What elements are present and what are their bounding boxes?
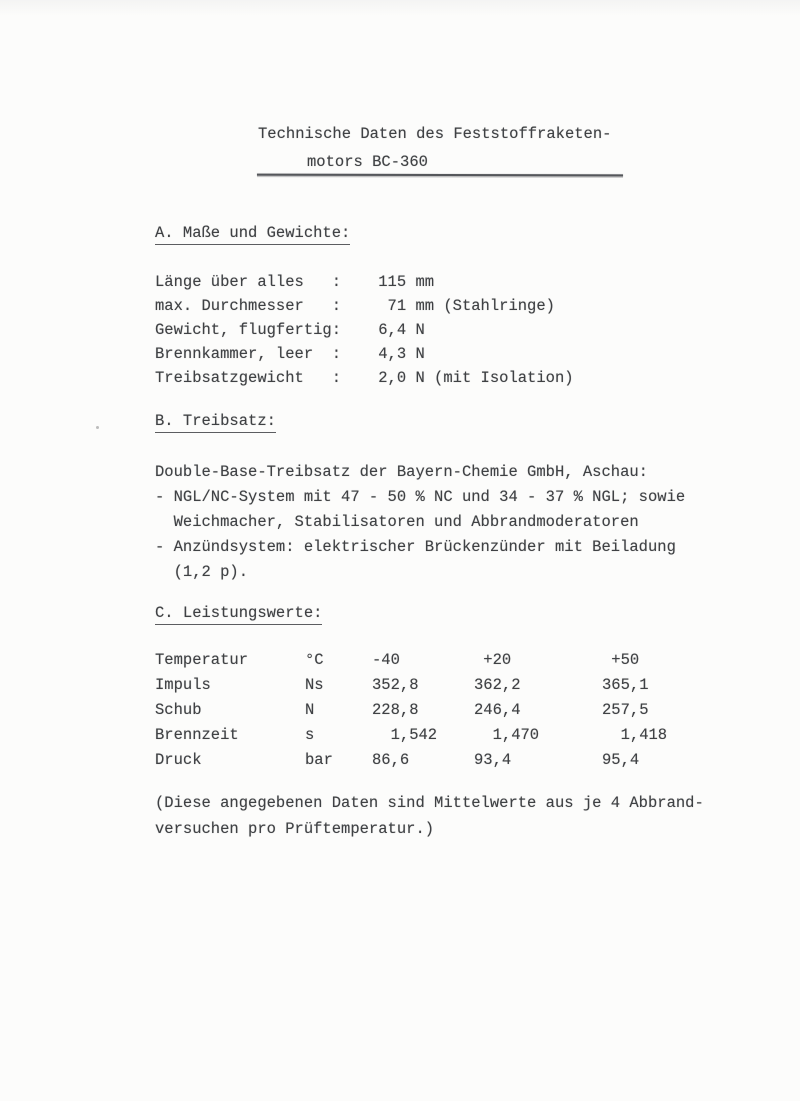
cell-value: -40 [372, 651, 400, 669]
row-unit: °C [305, 651, 324, 669]
row-label: Schub [155, 701, 202, 719]
document-title [258, 120, 611, 176]
propellant-line-4: - Anzündsystem: elektrischer Brückenzünder mit Beiladung [155, 538, 676, 556]
cell-value: 362,2 [474, 676, 521, 694]
section-a-heading: A. Maße und Gewichte: [155, 224, 350, 245]
table-row-impulse [155, 673, 722, 698]
row-unit: N [305, 701, 315, 719]
section-b-heading-wrap [155, 412, 276, 433]
cell-value: 1,418 [602, 726, 668, 744]
section-c-heading: C. Leistungswerte: [155, 604, 322, 625]
section-a-spec-list [155, 270, 574, 390]
row-unit: s [305, 726, 315, 744]
row-label: Impuls [155, 676, 211, 694]
section-c-heading-wrap [155, 604, 322, 625]
row-label: Druck [155, 751, 202, 769]
section-b-paragraph [155, 460, 685, 585]
row-unit: Ns [305, 676, 324, 694]
table-row-thrust [155, 698, 722, 723]
propellant-line-1: Double-Base-Treibsatz der Bayern-Chemie GmbH, Aschau: [155, 463, 648, 481]
row-label: Temperatur [155, 651, 249, 669]
table-row-pressure [155, 748, 722, 773]
cell-value: 352,8 [372, 676, 419, 694]
title-line-1: Technische Daten des Feststoffraketen- [258, 125, 612, 143]
cell-value: 228,8 [372, 701, 419, 719]
footnote [155, 790, 704, 842]
cell-value: +50 [602, 651, 640, 669]
table-row-burn-time [155, 723, 722, 748]
cell-value: 1,470 [474, 726, 540, 744]
footnote-line-2: versuchen pro Prüftemperatur.) [155, 820, 435, 838]
cell-value: +20 [474, 651, 512, 669]
cell-value: 93,4 [474, 751, 512, 769]
title-line-2: motors BC-360 [307, 153, 428, 171]
cell-value: 365,1 [602, 676, 649, 694]
section-b-heading: B. Treibsatz: [155, 412, 276, 433]
performance-table [155, 648, 722, 773]
scan-speck [96, 426, 99, 429]
propellant-line-5: (1,2 p). [155, 563, 249, 581]
cell-value: 95,4 [602, 751, 640, 769]
spec-line-propellant-weight: Treibsatzgewicht : 2,0 N (mit Isolation) [155, 369, 574, 387]
spec-line-length: Länge über alles : 115 mm [155, 273, 435, 291]
cell-value: 1,542 [372, 726, 438, 744]
propellant-line-2: - NGL/NC-System mit 47 - 50 % NC und 34 - 37 % NGL; sowie [155, 488, 686, 506]
table-row-temperature [155, 648, 722, 673]
cell-value: 86,6 [372, 751, 410, 769]
row-label: Brennzeit [155, 726, 239, 744]
cell-value: 246,4 [474, 701, 521, 719]
spec-line-chamber-empty: Brennkammer, leer : 4,3 N [155, 345, 425, 363]
cell-value: 257,5 [602, 701, 649, 719]
spec-line-weight-flight: Gewicht, flugfertig: 6,4 N [155, 321, 425, 339]
propellant-line-3: Weichmacher, Stabilisatoren und Abbrandmoderatoren [155, 513, 639, 531]
row-unit: bar [305, 751, 333, 769]
section-a-heading-wrap [155, 224, 350, 245]
footnote-line-1: (Diese angegebenen Daten sind Mittelwerte aus je 4 Abbrand- [155, 794, 704, 812]
spec-line-diameter: max. Durchmesser : 71 mm (Stahlringe) [155, 297, 555, 315]
